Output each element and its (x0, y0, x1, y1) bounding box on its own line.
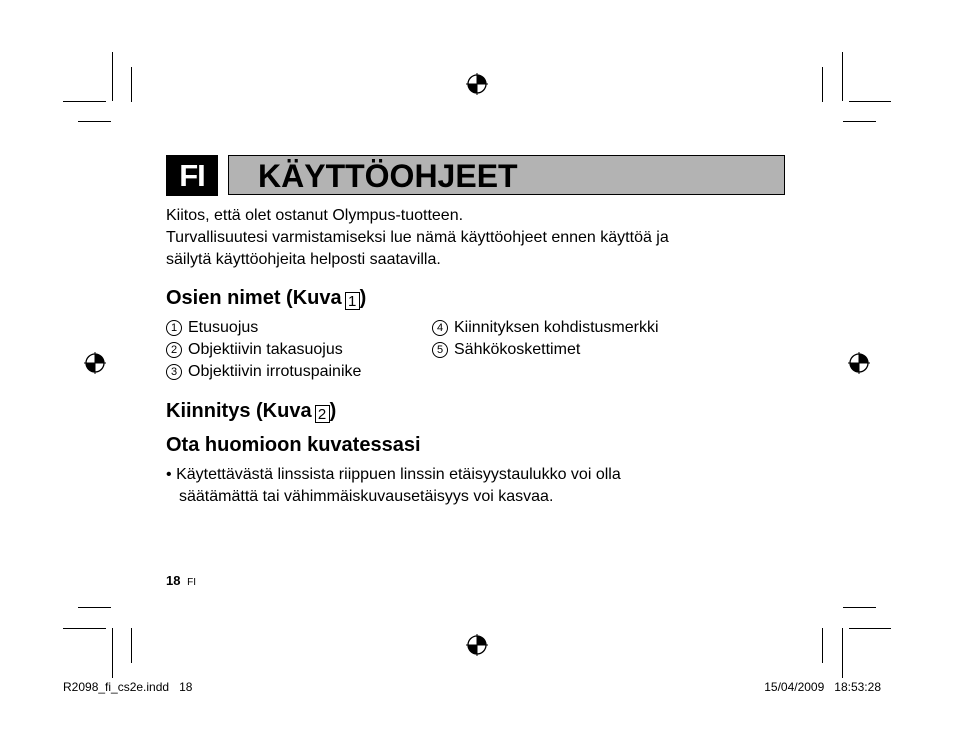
figure-number-box: 2 (315, 405, 330, 423)
item-label: Sähkökoskettimet (454, 341, 581, 358)
parts-heading-text: Osien nimet (Kuva (166, 287, 342, 309)
crop-mark-bottom-left-v2 (131, 628, 132, 663)
crop-mark-bottom-right-v1 (842, 628, 843, 678)
intro-line-1: Kiitos, että olet ostanut Olympus-tuotteen. (166, 207, 464, 224)
crop-mark-bottom-left-h2 (63, 628, 106, 629)
item-label: Etusuojus (188, 319, 259, 336)
registration-crosshair-icon (84, 352, 106, 374)
crop-mark-top-left-v1 (112, 52, 113, 101)
registration-crosshair-icon (466, 73, 488, 95)
mount-heading-close: ) (329, 400, 337, 422)
crop-mark-bottom-right-h1 (843, 607, 876, 608)
crop-mark-top-right-h2 (843, 121, 876, 122)
crop-mark-bottom-left-h1 (78, 607, 111, 608)
list-item (166, 361, 361, 383)
item-number: 2 (166, 342, 182, 358)
page-number: 18 (166, 573, 181, 588)
item-label: Objektiivin irrotuspainike (188, 363, 362, 380)
page-lang: FI (187, 577, 196, 588)
print-datetime: 15/04/2009 18:53:28 (764, 680, 881, 694)
parts-list-left (166, 317, 361, 383)
crop-mark-bottom-left-v1 (112, 628, 113, 678)
crop-mark-top-right-h1 (849, 101, 891, 102)
crop-mark-top-left-v2 (131, 67, 132, 102)
note-text (166, 464, 786, 508)
figure-number-box: 1 (345, 292, 360, 310)
list-item (166, 339, 361, 361)
registration-crosshair-icon (848, 352, 870, 374)
language-badge: FI (166, 155, 218, 196)
item-number: 3 (166, 364, 182, 380)
list-item (432, 339, 659, 361)
parts-list-right (432, 317, 659, 361)
intro-line-3: säilytä käyttöohjeita helposti saatavilla. (166, 251, 441, 268)
mount-heading (166, 399, 336, 423)
crop-mark-bottom-right-v2 (822, 628, 823, 663)
crop-mark-top-left-h1 (63, 101, 106, 102)
list-item (432, 317, 659, 339)
note-heading: Ota huomioon kuvatessasi (166, 434, 421, 456)
intro-line-2: Turvallisuutesi varmistamiseksi lue nämä käyttöohjeet ennen käyttöä ja (166, 229, 669, 246)
crop-mark-top-right-v1 (842, 52, 843, 101)
parts-heading (166, 286, 366, 310)
print-file-info: R2098_fi_cs2e.indd 18 (63, 680, 193, 694)
title-bar (228, 155, 785, 195)
registration-crosshair-icon (466, 634, 488, 656)
item-number: 4 (432, 320, 448, 336)
note-line-2: säätämättä tai vähimmäiskuvausetäisyys voi kasvaa. (179, 488, 554, 505)
item-label: Objektiivin takasuojus (188, 341, 343, 358)
page-footer (166, 574, 196, 590)
note-line-1 (166, 464, 786, 486)
note-line-1-text: Käytettävästä linssista riippuen linssin etäisyystaulukko voi olla (176, 466, 621, 483)
mount-heading-text: Kiinnitys (Kuva (166, 400, 312, 422)
page-title: KÄYTTÖOHJEET (258, 158, 518, 194)
crop-mark-bottom-right-h2 (849, 628, 891, 629)
parts-heading-close: ) (359, 287, 367, 309)
item-number: 5 (432, 342, 448, 358)
item-number: 1 (166, 320, 182, 336)
list-item (166, 317, 361, 339)
bullet: • (166, 466, 172, 483)
item-label: Kiinnityksen kohdistusmerkki (454, 319, 659, 336)
intro-text (166, 205, 786, 271)
crop-mark-top-left-h2 (78, 121, 111, 122)
crop-mark-top-right-v2 (822, 67, 823, 102)
